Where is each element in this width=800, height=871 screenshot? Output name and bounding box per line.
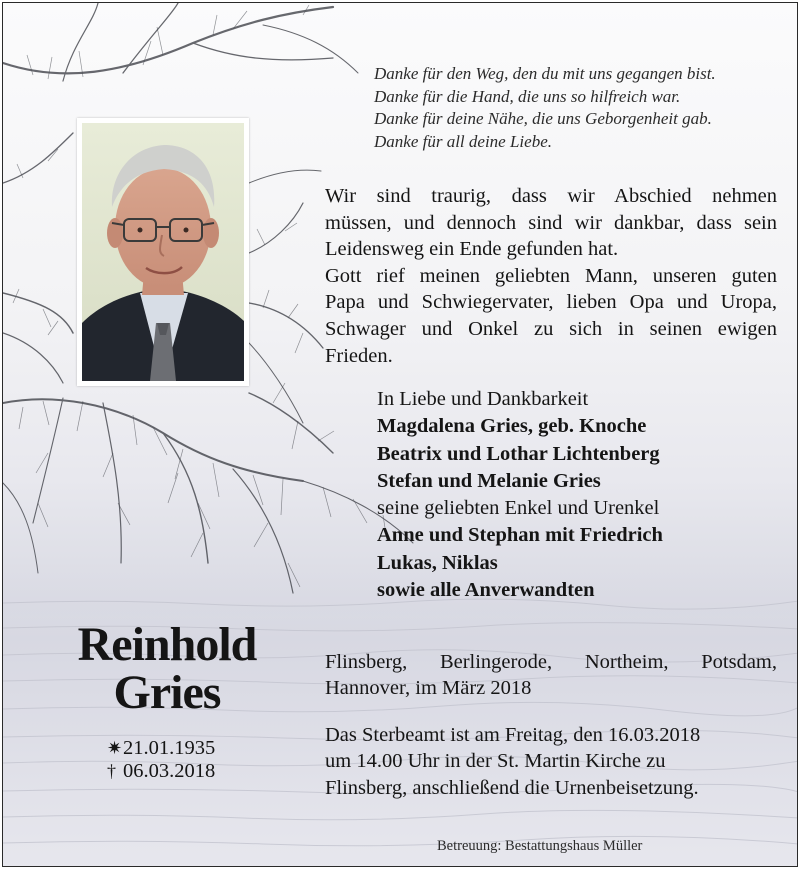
poem	[374, 63, 794, 153]
portrait-photo	[77, 118, 249, 386]
poem-line: Danke für den Weg, den du mit uns gegangen bist.	[374, 64, 716, 83]
service-line: Flinsberg, anschließend die Urnenbeisetzung.	[325, 776, 699, 799]
paragraph-line: Frieden.	[325, 344, 393, 367]
mourner-name: Magdalena Gries, geb. Knoche	[377, 415, 647, 438]
date-line: Hannover, im März 2018	[325, 677, 532, 699]
poem-line: Danke für deine Nähe, die uns Geborgenheit gab.	[374, 109, 712, 128]
death-row	[107, 760, 267, 783]
poem-line: Danke für all deine Liebe.	[374, 131, 552, 151]
paragraph-line: Papa und Schwiegervater, lieben Opa und Uropa,	[325, 291, 777, 314]
farewell-paragraph	[325, 183, 777, 369]
death-date: 06.03.2018	[123, 760, 216, 782]
deceased-name	[43, 618, 291, 719]
mourners-list	[377, 386, 797, 604]
places-line: Flinsberg, Berlingerode, Northeim, Potsdam,	[325, 651, 777, 673]
birth-row	[107, 737, 267, 760]
poem-line: Danke für die Hand, die uns so hilfreich war.	[374, 86, 681, 106]
mourners-intro: In Liebe und Dankbarkeit	[377, 388, 589, 410]
paragraph-line: Gott rief meinen geliebten Mann, unseren guten	[325, 264, 777, 287]
last-name: Gries	[113, 666, 221, 719]
mourner-name: Lukas, Niklas	[377, 551, 498, 574]
funeral-home-credit: Betreuung: Bestattungshaus Müller	[437, 838, 643, 854]
paragraph-line: Schwager und Onkel zu sich in seinen ewigen	[325, 317, 777, 340]
life-dates	[107, 737, 267, 783]
paragraph-line: Wir sind traurig, dass wir Abschied nehmen	[325, 185, 777, 207]
place-and-date	[325, 649, 777, 701]
service-line: um 14.00 Uhr in der St. Martin Kirche zu	[325, 750, 666, 773]
mourner-name: Beatrix und Lothar Lichtenberg	[377, 442, 660, 465]
star-icon: ✷	[107, 738, 123, 758]
paragraph-line: müssen, und dennoch sind wir dankbar, dass sein	[325, 211, 777, 234]
first-name: Reinhold	[77, 618, 257, 671]
mourners-grandchildren-intro: seine geliebten Enkel und Urenkel	[377, 497, 660, 520]
funeral-service-info	[325, 722, 777, 801]
mourner-name: sowie alle Anverwandten	[377, 579, 595, 602]
birth-date: 21.01.1935	[123, 737, 216, 759]
service-line: Das Sterbeamt ist am Freitag, den 16.03.2018	[325, 724, 701, 746]
mourner-name: Stefan und Melanie Gries	[377, 469, 601, 492]
cross-icon: †	[107, 761, 116, 781]
obituary-notice	[2, 2, 798, 867]
portrait-illustration	[82, 123, 244, 381]
mourner-name: Anne und Stephan mit Friedrich	[377, 524, 663, 547]
paragraph-line: Leidensweg ein Ende gefunden hat.	[325, 238, 619, 261]
